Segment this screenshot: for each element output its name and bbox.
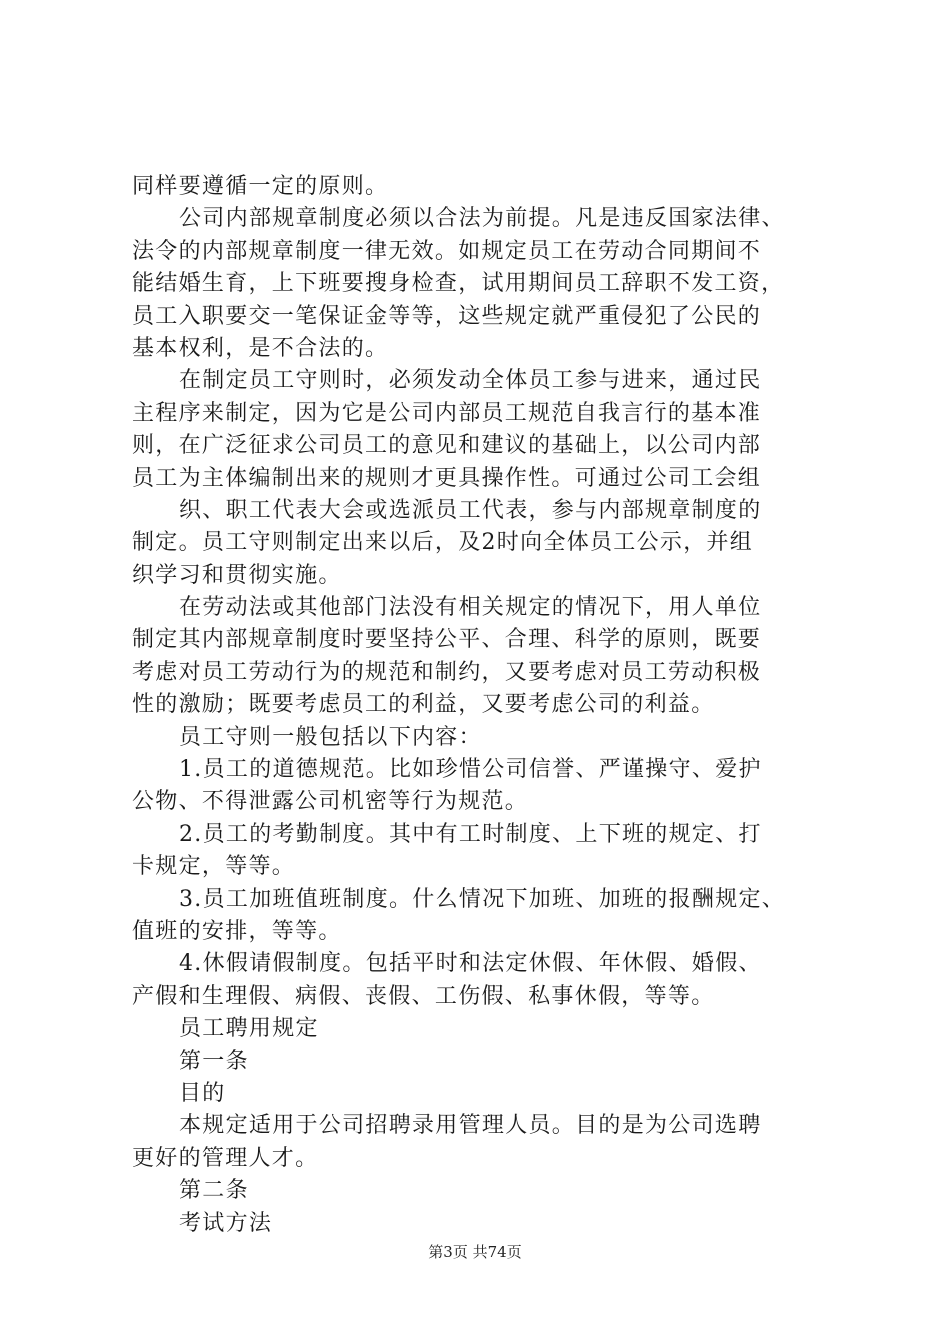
- text-line: 考虑对员工劳动行为的规范和制约，又要考虑对员工劳动积极: [132, 659, 762, 685]
- text-line: 主程序来制定，因为它是公司内部员工规范自我言行的基本准: [132, 400, 762, 426]
- article-number: 第二条: [179, 1178, 249, 1204]
- list-item-4: 4.休假请假制度。包括平时和法定休假、年休假、婚假、: [179, 951, 762, 977]
- article-title: 考试方法: [179, 1210, 273, 1236]
- text-line: 性的激励；既要考虑员工的利益，又要考虑公司的利益。: [132, 692, 715, 718]
- text-line: 织、职工代表大会或选派员工代表，参与内部规章制度的: [179, 497, 762, 523]
- text-line: 法令的内部规章制度一律无效。如规定员工在劳动合同期间不: [132, 238, 762, 264]
- text-line: 同样要遵循一定的原则。: [132, 174, 389, 199]
- list-item-3: 3.员工加班值班制度。什么情况下加班、加班的报酬规定、: [179, 886, 786, 912]
- text-line: 基本权利，是不合法的。: [132, 335, 389, 361]
- text-line: 在制定员工守则时，必须发动全体员工参与进来，通过民: [179, 368, 762, 394]
- text-line: 员工守则一般包括以下内容：: [179, 724, 482, 750]
- article-number: 第一条: [179, 1048, 249, 1074]
- text-line: 制定。员工守则制定出来以后，及2时向全体员工公示，并组: [132, 530, 754, 556]
- document-body: [132, 171, 832, 1240]
- text-line: 本规定适用于公司招聘录用管理人员。目的是为公司选聘: [179, 1113, 762, 1139]
- text-line: 卡规定，等等。: [132, 854, 296, 880]
- page-number-footer: 第3页 共74页: [428, 1243, 522, 1261]
- text-line: 在劳动法或其他部门法没有相关规定的情况下，用人单位: [179, 595, 762, 621]
- section-heading: 员工聘用规定: [179, 1016, 319, 1042]
- text-line: 值班的安排，等等。: [132, 918, 342, 944]
- text-line: 制定其内部规章制度时要坚持公平、合理、科学的原则，既要: [132, 627, 762, 653]
- text-line: 公物、不得泄露公司机密等行为规范。: [132, 789, 529, 815]
- text-line: 能结婚生育，上下班要搜身检查，试用期间员工辞职不发工资，: [132, 271, 785, 297]
- list-item-2: 2.员工的考勤制度。其中有工时制度、上下班的规定、打: [179, 821, 762, 847]
- text-line: 产假和生理假、病假、丧假、工伤假、私事休假，等等。: [132, 983, 715, 1009]
- text-line: 更好的管理人才。: [132, 1145, 319, 1171]
- text-line: 则，在广泛征求公司员工的意见和建议的基础上，以公司内部: [132, 433, 762, 459]
- article-title: 目的: [179, 1080, 226, 1106]
- text-line: 公司内部规章制度必须以合法为前提。凡是违反国家法律、: [179, 206, 785, 232]
- list-item-1: 1.员工的道德规范。比如珍惜公司信誉、严谨操守、爱护: [179, 757, 762, 783]
- text-line: 员工为主体编制出来的规则才更具操作性。可通过公司工会组: [132, 465, 762, 491]
- text-line: 织学习和贯彻实施。: [132, 562, 342, 588]
- text-line: 员工入职要交一笔保证金等等，这些规定就严重侵犯了公民的: [132, 303, 762, 329]
